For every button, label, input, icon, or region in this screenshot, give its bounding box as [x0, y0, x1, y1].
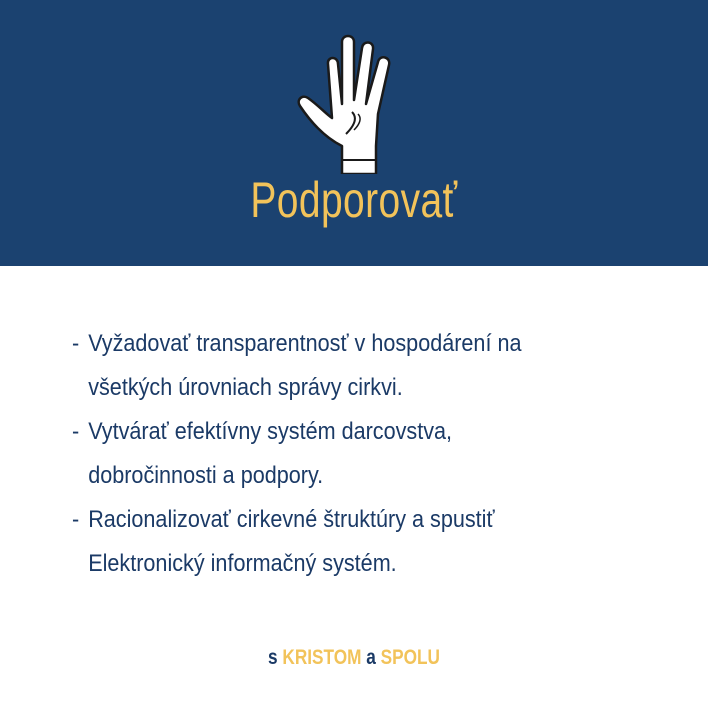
list-item: všetkých úrovniach správy cirkvi.: [88, 374, 403, 401]
list-item: - Vytvárať efektívny systém darcovstva,: [72, 418, 453, 445]
page-title: Podporovať: [250, 172, 458, 228]
list-item: - Vyžadovať transparentnosť v hospodárení na: [72, 330, 522, 357]
points-list: [72, 322, 672, 586]
header-banner: [0, 0, 708, 266]
slogan-word: KRISTOM: [282, 646, 362, 669]
slogan-word: SPOLU: [380, 646, 440, 669]
slogan-footer: [64, 644, 645, 672]
slogan-word: s: [268, 646, 278, 669]
raised-hand-icon: [296, 34, 402, 174]
list-item: Elektronický informačný systém.: [88, 550, 397, 577]
list-item: - Racionalizovať cirkevné štruktúry a spustiť: [72, 506, 495, 533]
list-item: dobročinnosti a podpory.: [88, 462, 324, 489]
slogan-word: a: [366, 646, 376, 669]
